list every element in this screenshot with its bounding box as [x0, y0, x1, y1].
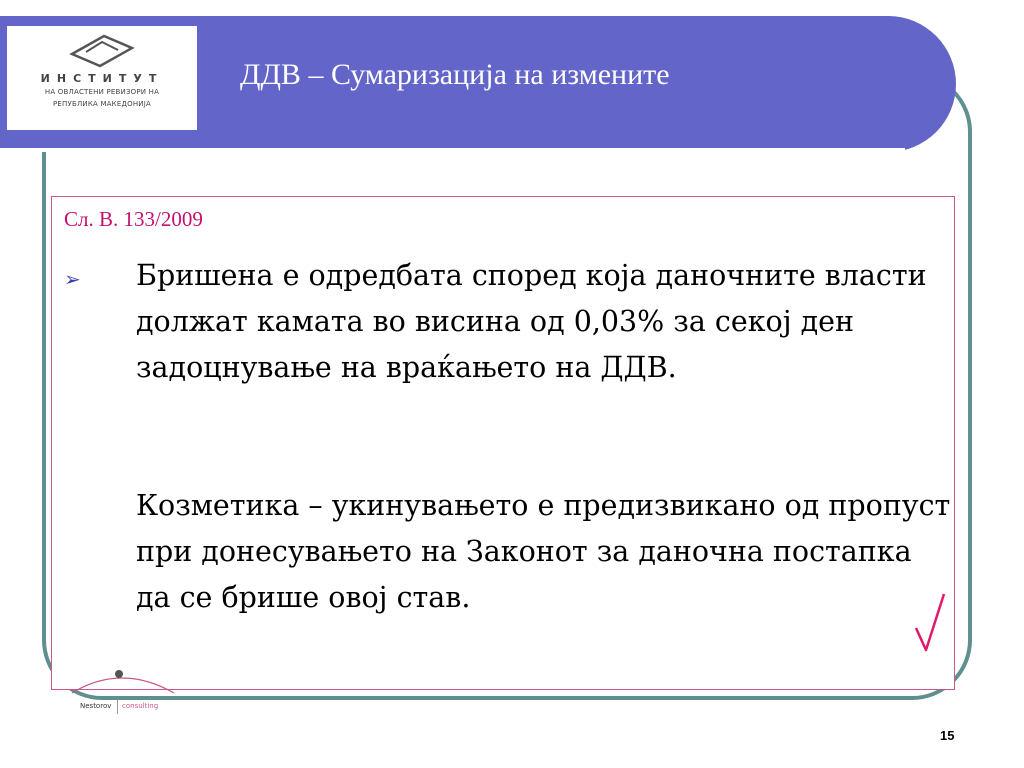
checkmark-icon — [912, 590, 952, 660]
logo-institute-label: ИНСТИТУТ — [40, 72, 164, 85]
logo-subtitle-line2: РЕПУБЛИКА МАКЕДОНИЈА — [52, 100, 151, 108]
arrowhead-bullet-icon: ➢ — [64, 269, 81, 291]
bullet-paragraph-1: Бришена е одредбата според која даночните власти должат камата во висина од 0,03% за секој ден задоцнување на враќањето на ДДВ. — [136, 259, 927, 384]
title-underline — [0, 148, 905, 152]
logo-subtitle-line1: НА ОВЛАСТЕНИ РЕВИЗОРИ НА — [44, 88, 160, 96]
bullet-paragraph-2: Козметика – укинувањето е предизвикано од пропуст при донесувањето на Законот за даночна постапка да се брише овој став. — [136, 489, 951, 614]
institute-logo — [7, 26, 197, 130]
nestorov-brand-name: Nestorov — [80, 702, 112, 710]
institute-logo-icon — [62, 32, 142, 72]
brand-divider — [117, 700, 118, 714]
content-box — [51, 196, 955, 690]
nestorov-brand-suffix: consulting — [122, 702, 159, 710]
nestorov-logo-icon — [66, 665, 186, 725]
slide-title: ДДВ – Сумаризација на измените — [240, 58, 670, 91]
gazette-reference: Сл. В. 133/2009 — [64, 207, 203, 231]
page-number: 15 — [940, 728, 955, 743]
